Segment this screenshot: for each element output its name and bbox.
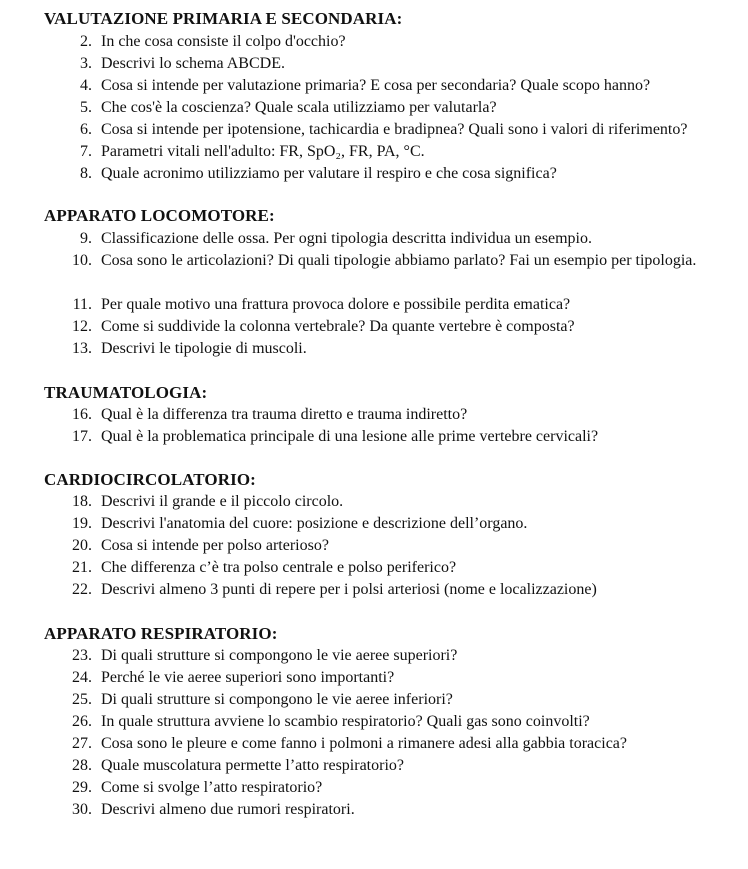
item-number: 12. [72, 318, 92, 335]
item-text: In quale struttura avviene lo scambio respiratorio? Quali gas sono coinvolti? [101, 713, 590, 730]
item-text: Cosa si intende per polso arterioso? [101, 537, 329, 554]
section-title: APPARATO RESPIRATORIO: [44, 624, 278, 643]
item-text: Quale muscolatura permette l’atto respiratorio? [101, 757, 404, 774]
item-number: 27. [72, 735, 92, 752]
item-text: Che differenza c’è tra polso centrale e polso periferico? [101, 559, 457, 576]
item-number: 20. [72, 537, 92, 554]
section-title: VALUTAZIONE PRIMARIA E SECONDARIA: [44, 9, 403, 28]
item-number: 7. [80, 143, 92, 160]
item-text: In che cosa consiste il colpo d'occhio? [101, 33, 346, 50]
item-number: 23. [72, 647, 92, 664]
item-number: 26. [72, 713, 92, 730]
item-number: 9. [80, 230, 92, 247]
item-text: Qual è la problematica principale di una lesione alle prime vertebre cervicali? [101, 428, 599, 445]
section-title: APPARATO LOCOMOTORE: [44, 206, 275, 225]
item-number: 13. [72, 340, 92, 357]
item-number: 8. [80, 165, 92, 182]
item-number: 5. [80, 99, 92, 116]
item-text: Perché le vie aeree superiori sono importanti? [101, 669, 395, 686]
item-number: 28. [72, 757, 92, 774]
item-text: Qual è la differenza tra trauma diretto e trauma indiretto? [101, 406, 468, 423]
section-title: CARDIOCIRCOLATORIO: [44, 470, 256, 489]
item-number: 18. [72, 493, 92, 510]
item-text: Di quali strutture si compongono le vie aeree inferiori? [101, 691, 453, 708]
item-number: 11. [72, 296, 92, 313]
item-text: Cosa si intende per ipotensione, tachicardia e bradipnea? Quali sono i valori di riferimento? [101, 121, 688, 138]
item-number: 3. [80, 55, 92, 72]
item-text: Per quale motivo una frattura provoca dolore e possibile perdita ematica? [101, 296, 571, 313]
item-text: Quale acronimo utilizziamo per valutare il respiro e che cosa significa? [101, 165, 557, 182]
item-text: Come si suddivide la colonna vertebrale? Da quante vertebre è composta? [101, 318, 575, 335]
item-number: 2. [80, 33, 92, 50]
item-number: 24. [72, 669, 92, 686]
item-text: Di quali strutture si compongono le vie aeree superiori? [101, 647, 458, 664]
item-text: Come si svolge l’atto respiratorio? [101, 779, 323, 796]
item-number: 10. [72, 252, 92, 269]
item-text: Classificazione delle ossa. Per ogni tipologia descritta individua un esempio. [101, 230, 592, 247]
item-text: Cosa sono le pleure e come fanno i polmoni a rimanere adesi alla gabbia toracica? [101, 735, 628, 752]
item-number: 29. [72, 779, 92, 796]
item-text: Descrivi almeno due rumori respiratori. [101, 801, 355, 818]
item-number: 30. [72, 801, 92, 818]
section-title: TRAUMATOLOGIA: [44, 383, 208, 402]
item-text: Descrivi almeno 3 punti di repere per i polsi arteriosi (nome e localizzazione) [101, 581, 597, 598]
item-text: Descrivi lo schema ABCDE. [101, 55, 285, 72]
item-text: Che cos'è la coscienza? Quale scala utilizziamo per valutarla? [101, 99, 497, 116]
item-number: 4. [80, 77, 92, 94]
item-text: Cosa sono le articolazioni? Di quali tipologie abbiamo parlato? Fai un esempio per tipologia. [101, 252, 697, 269]
item-text: Parametri vitali nell'adulto: FR, SpO₂, FR, PA, °C. [101, 143, 425, 160]
item-text: Descrivi l'anatomia del cuore: posizione e descrizione dell’organo. [101, 515, 528, 532]
item-number: 22. [72, 581, 92, 598]
item-number: 19. [72, 515, 92, 532]
item-text: Cosa si intende per valutazione primaria? E cosa per secondaria? Quale scopo hanno? [101, 77, 651, 94]
item-number: 6. [80, 121, 92, 138]
item-text: Descrivi le tipologie di muscoli. [101, 340, 307, 357]
item-number: 17. [72, 428, 92, 445]
item-number: 16. [72, 406, 92, 423]
item-number: 25. [72, 691, 92, 708]
item-number: 21. [72, 559, 92, 576]
item-text: Descrivi il grande e il piccolo circolo. [101, 493, 344, 510]
